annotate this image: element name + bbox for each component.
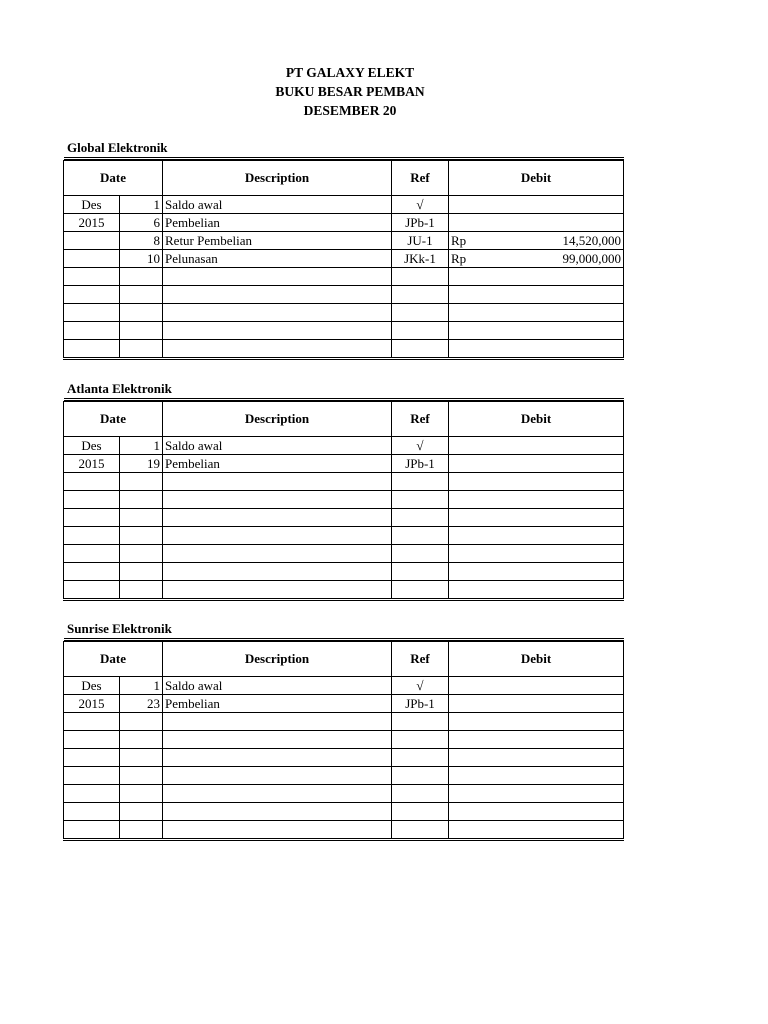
ledger-header-row bbox=[64, 402, 624, 437]
ref-cell: JPb-1 bbox=[392, 214, 449, 232]
description-cell bbox=[163, 286, 392, 304]
description-cell bbox=[163, 545, 392, 563]
debit-currency-cell bbox=[449, 509, 487, 527]
date-month-cell bbox=[64, 581, 120, 600]
date-month-cell bbox=[64, 803, 120, 821]
description-cell: Pembelian bbox=[163, 214, 392, 232]
ledger-row bbox=[64, 713, 624, 731]
debit-currency-cell bbox=[449, 767, 487, 785]
ref-cell bbox=[392, 731, 449, 749]
date-day-cell bbox=[120, 749, 163, 767]
ref-cell bbox=[392, 545, 449, 563]
date-month-cell: 2015 bbox=[64, 455, 120, 473]
date-month-cell bbox=[64, 545, 120, 563]
ledger-row bbox=[64, 286, 624, 304]
debit-currency-cell bbox=[449, 677, 487, 695]
ledger-row bbox=[64, 473, 624, 491]
ledger-table-wrap bbox=[63, 638, 597, 841]
ledger-row bbox=[64, 821, 624, 840]
debit-amount-cell: 99,000,000 bbox=[487, 250, 624, 268]
description-cell bbox=[163, 563, 392, 581]
ledger-row bbox=[64, 803, 624, 821]
date-month-cell bbox=[64, 268, 120, 286]
debit-amount-cell bbox=[487, 713, 624, 731]
date-day-cell bbox=[120, 509, 163, 527]
date-day-cell bbox=[120, 581, 163, 600]
debit-column-header: Debit bbox=[449, 161, 624, 196]
description-cell: Pembelian bbox=[163, 695, 392, 713]
date-day-cell bbox=[120, 713, 163, 731]
ref-cell bbox=[392, 268, 449, 286]
date-month-cell bbox=[64, 491, 120, 509]
description-cell bbox=[163, 821, 392, 840]
ledger-row bbox=[64, 695, 624, 713]
date-month-cell: Des bbox=[64, 437, 120, 455]
ledger-row bbox=[64, 214, 624, 232]
date-month-cell bbox=[64, 322, 120, 340]
date-day-cell bbox=[120, 491, 163, 509]
ledger-row bbox=[64, 322, 624, 340]
description-cell: Retur Pembelian bbox=[163, 232, 392, 250]
ledger-row bbox=[64, 437, 624, 455]
description-cell bbox=[163, 322, 392, 340]
description-cell bbox=[163, 785, 392, 803]
ref-cell bbox=[392, 767, 449, 785]
description-cell: Saldo awal bbox=[163, 677, 392, 695]
ref-cell bbox=[392, 785, 449, 803]
date-day-cell bbox=[120, 785, 163, 803]
date-day-cell: 8 bbox=[120, 232, 163, 250]
debit-currency-cell bbox=[449, 286, 487, 304]
ledger-table-wrap bbox=[63, 398, 597, 601]
debit-currency-cell bbox=[449, 749, 487, 767]
date-column-header: Date bbox=[64, 402, 163, 437]
debit-currency-cell bbox=[449, 473, 487, 491]
description-cell bbox=[163, 509, 392, 527]
document-period: DESEMBER 20 bbox=[303, 103, 397, 118]
debit-currency-cell bbox=[449, 437, 487, 455]
debit-amount-cell bbox=[487, 677, 624, 695]
ledger-row bbox=[64, 527, 624, 545]
description-cell: Pembelian bbox=[163, 455, 392, 473]
debit-currency-cell: Rp bbox=[449, 250, 487, 268]
ledger-row bbox=[64, 268, 624, 286]
description-cell bbox=[163, 527, 392, 545]
description-cell bbox=[163, 767, 392, 785]
date-month-cell: 2015 bbox=[64, 695, 120, 713]
date-month-cell: Des bbox=[64, 677, 120, 695]
date-month-cell bbox=[64, 713, 120, 731]
debit-currency-cell bbox=[449, 214, 487, 232]
debit-currency-cell bbox=[449, 785, 487, 803]
description-cell: Saldo awal bbox=[163, 196, 392, 214]
description-cell: Saldo awal bbox=[163, 437, 392, 455]
debit-amount-cell bbox=[487, 322, 624, 340]
debit-amount-cell bbox=[487, 785, 624, 803]
debit-currency-cell bbox=[449, 340, 487, 359]
date-month-cell: Des bbox=[64, 196, 120, 214]
debit-amount-cell bbox=[487, 268, 624, 286]
ledger-account-name: Global Elektronik bbox=[67, 140, 168, 155]
date-month-cell bbox=[64, 340, 120, 359]
ledger-row bbox=[64, 767, 624, 785]
debit-currency-cell bbox=[449, 322, 487, 340]
date-month-cell: 2015 bbox=[64, 214, 120, 232]
ref-cell: √ bbox=[392, 196, 449, 214]
debit-currency-cell bbox=[449, 821, 487, 840]
ref-cell: √ bbox=[392, 437, 449, 455]
debit-amount-cell bbox=[487, 731, 624, 749]
ref-cell bbox=[392, 304, 449, 322]
ledger-row bbox=[64, 250, 624, 268]
description-cell bbox=[163, 304, 392, 322]
date-month-cell bbox=[64, 304, 120, 322]
ref-cell bbox=[392, 821, 449, 840]
debit-currency-cell bbox=[449, 581, 487, 600]
debit-amount-cell bbox=[487, 821, 624, 840]
ref-cell: √ bbox=[392, 677, 449, 695]
date-day-cell bbox=[120, 563, 163, 581]
debit-currency-cell bbox=[449, 731, 487, 749]
debit-currency-cell bbox=[449, 455, 487, 473]
debit-amount-cell bbox=[487, 214, 624, 232]
date-month-cell bbox=[64, 731, 120, 749]
debit-amount-cell bbox=[487, 695, 624, 713]
ledger-row bbox=[64, 232, 624, 250]
ledger-row bbox=[64, 677, 624, 695]
ledger-row bbox=[64, 785, 624, 803]
description-cell bbox=[163, 713, 392, 731]
debit-amount-cell bbox=[487, 749, 624, 767]
date-day-cell bbox=[120, 821, 163, 840]
ledger-row bbox=[64, 196, 624, 214]
ledger-row bbox=[64, 749, 624, 767]
date-month-cell bbox=[64, 527, 120, 545]
date-day-cell bbox=[120, 286, 163, 304]
ref-column-header: Ref bbox=[392, 161, 449, 196]
document-title: BUKU BESAR PEMBAN bbox=[275, 84, 425, 99]
ledger-row bbox=[64, 509, 624, 527]
date-month-cell bbox=[64, 286, 120, 304]
date-day-cell bbox=[120, 340, 163, 359]
debit-currency-cell bbox=[449, 527, 487, 545]
date-day-cell: 1 bbox=[120, 677, 163, 695]
ref-cell: JPb-1 bbox=[392, 695, 449, 713]
date-month-cell bbox=[64, 563, 120, 581]
ref-cell: JU-1 bbox=[392, 232, 449, 250]
debit-amount-cell bbox=[487, 803, 624, 821]
date-day-cell bbox=[120, 473, 163, 491]
date-month-cell bbox=[64, 232, 120, 250]
date-day-cell: 10 bbox=[120, 250, 163, 268]
date-day-cell bbox=[120, 268, 163, 286]
ledger-row bbox=[64, 340, 624, 359]
ledger-row bbox=[64, 731, 624, 749]
debit-amount-cell bbox=[487, 473, 624, 491]
ref-cell: JPb-1 bbox=[392, 455, 449, 473]
debit-amount-cell bbox=[487, 196, 624, 214]
document-header bbox=[0, 64, 597, 124]
ref-column-header: Ref bbox=[392, 402, 449, 437]
date-month-cell bbox=[64, 767, 120, 785]
debit-currency-cell: Rp bbox=[449, 232, 487, 250]
ledger-account-name: Atlanta Elektronik bbox=[67, 381, 172, 396]
debit-column-header: Debit bbox=[449, 402, 624, 437]
date-column-header: Date bbox=[64, 161, 163, 196]
debit-amount-cell bbox=[487, 286, 624, 304]
debit-amount-cell bbox=[487, 545, 624, 563]
description-cell bbox=[163, 581, 392, 600]
date-month-cell bbox=[64, 473, 120, 491]
date-day-cell bbox=[120, 803, 163, 821]
debit-currency-cell bbox=[449, 304, 487, 322]
debit-currency-cell bbox=[449, 695, 487, 713]
ledger-row bbox=[64, 304, 624, 322]
description-cell bbox=[163, 749, 392, 767]
ref-cell bbox=[392, 491, 449, 509]
ledger-account-name: Sunrise Elektronik bbox=[67, 621, 172, 636]
debit-amount-cell bbox=[487, 563, 624, 581]
date-month-cell bbox=[64, 785, 120, 803]
description-cell bbox=[163, 731, 392, 749]
debit-currency-cell bbox=[449, 563, 487, 581]
ledger-row bbox=[64, 563, 624, 581]
debit-currency-cell bbox=[449, 196, 487, 214]
ref-cell bbox=[392, 286, 449, 304]
date-day-cell: 23 bbox=[120, 695, 163, 713]
ref-column-header: Ref bbox=[392, 642, 449, 677]
ledger-table bbox=[63, 638, 624, 841]
ledger-row bbox=[64, 455, 624, 473]
ref-cell bbox=[392, 473, 449, 491]
description-cell bbox=[163, 473, 392, 491]
date-day-cell bbox=[120, 545, 163, 563]
date-day-cell bbox=[120, 767, 163, 785]
ref-cell bbox=[392, 322, 449, 340]
debit-currency-cell bbox=[449, 268, 487, 286]
date-day-cell: 1 bbox=[120, 437, 163, 455]
debit-currency-cell bbox=[449, 491, 487, 509]
date-day-cell bbox=[120, 322, 163, 340]
ref-cell bbox=[392, 581, 449, 600]
debit-amount-cell bbox=[487, 509, 624, 527]
debit-currency-cell bbox=[449, 545, 487, 563]
date-day-cell bbox=[120, 304, 163, 322]
company-name: PT GALAXY ELEKT bbox=[285, 65, 415, 80]
debit-currency-cell bbox=[449, 713, 487, 731]
debit-amount-cell bbox=[487, 304, 624, 322]
debit-amount-cell bbox=[487, 767, 624, 785]
ledger-row bbox=[64, 491, 624, 509]
description-column-header: Description bbox=[163, 642, 392, 677]
date-month-cell bbox=[64, 509, 120, 527]
ledger-header-row bbox=[64, 642, 624, 677]
ref-cell bbox=[392, 527, 449, 545]
ledger-row bbox=[64, 581, 624, 600]
debit-amount-cell bbox=[487, 581, 624, 600]
debit-amount-cell bbox=[487, 437, 624, 455]
ref-cell bbox=[392, 803, 449, 821]
description-cell bbox=[163, 268, 392, 286]
ledger-table bbox=[63, 157, 624, 360]
date-month-cell bbox=[64, 749, 120, 767]
date-day-cell: 19 bbox=[120, 455, 163, 473]
ref-cell: JKk-1 bbox=[392, 250, 449, 268]
debit-currency-cell bbox=[449, 803, 487, 821]
ref-cell bbox=[392, 749, 449, 767]
ref-cell bbox=[392, 340, 449, 359]
debit-amount-cell: 14,520,000 bbox=[487, 232, 624, 250]
date-day-cell bbox=[120, 527, 163, 545]
debit-column-header: Debit bbox=[449, 642, 624, 677]
description-cell: Pelunasan bbox=[163, 250, 392, 268]
ledger-table-wrap bbox=[63, 157, 621, 360]
ledger-header-row bbox=[64, 161, 624, 196]
date-month-cell bbox=[64, 250, 120, 268]
debit-amount-cell bbox=[487, 455, 624, 473]
ledger-table bbox=[63, 398, 624, 601]
debit-amount-cell bbox=[487, 340, 624, 359]
date-month-cell bbox=[64, 821, 120, 840]
date-day-cell: 1 bbox=[120, 196, 163, 214]
date-day-cell bbox=[120, 731, 163, 749]
debit-amount-cell bbox=[487, 527, 624, 545]
date-day-cell: 6 bbox=[120, 214, 163, 232]
ref-cell bbox=[392, 713, 449, 731]
date-column-header: Date bbox=[64, 642, 163, 677]
ref-cell bbox=[392, 509, 449, 527]
description-column-header: Description bbox=[163, 161, 392, 196]
description-cell bbox=[163, 340, 392, 359]
description-cell bbox=[163, 491, 392, 509]
description-cell bbox=[163, 803, 392, 821]
ledger-row bbox=[64, 545, 624, 563]
description-column-header: Description bbox=[163, 402, 392, 437]
debit-amount-cell bbox=[487, 491, 624, 509]
ref-cell bbox=[392, 563, 449, 581]
